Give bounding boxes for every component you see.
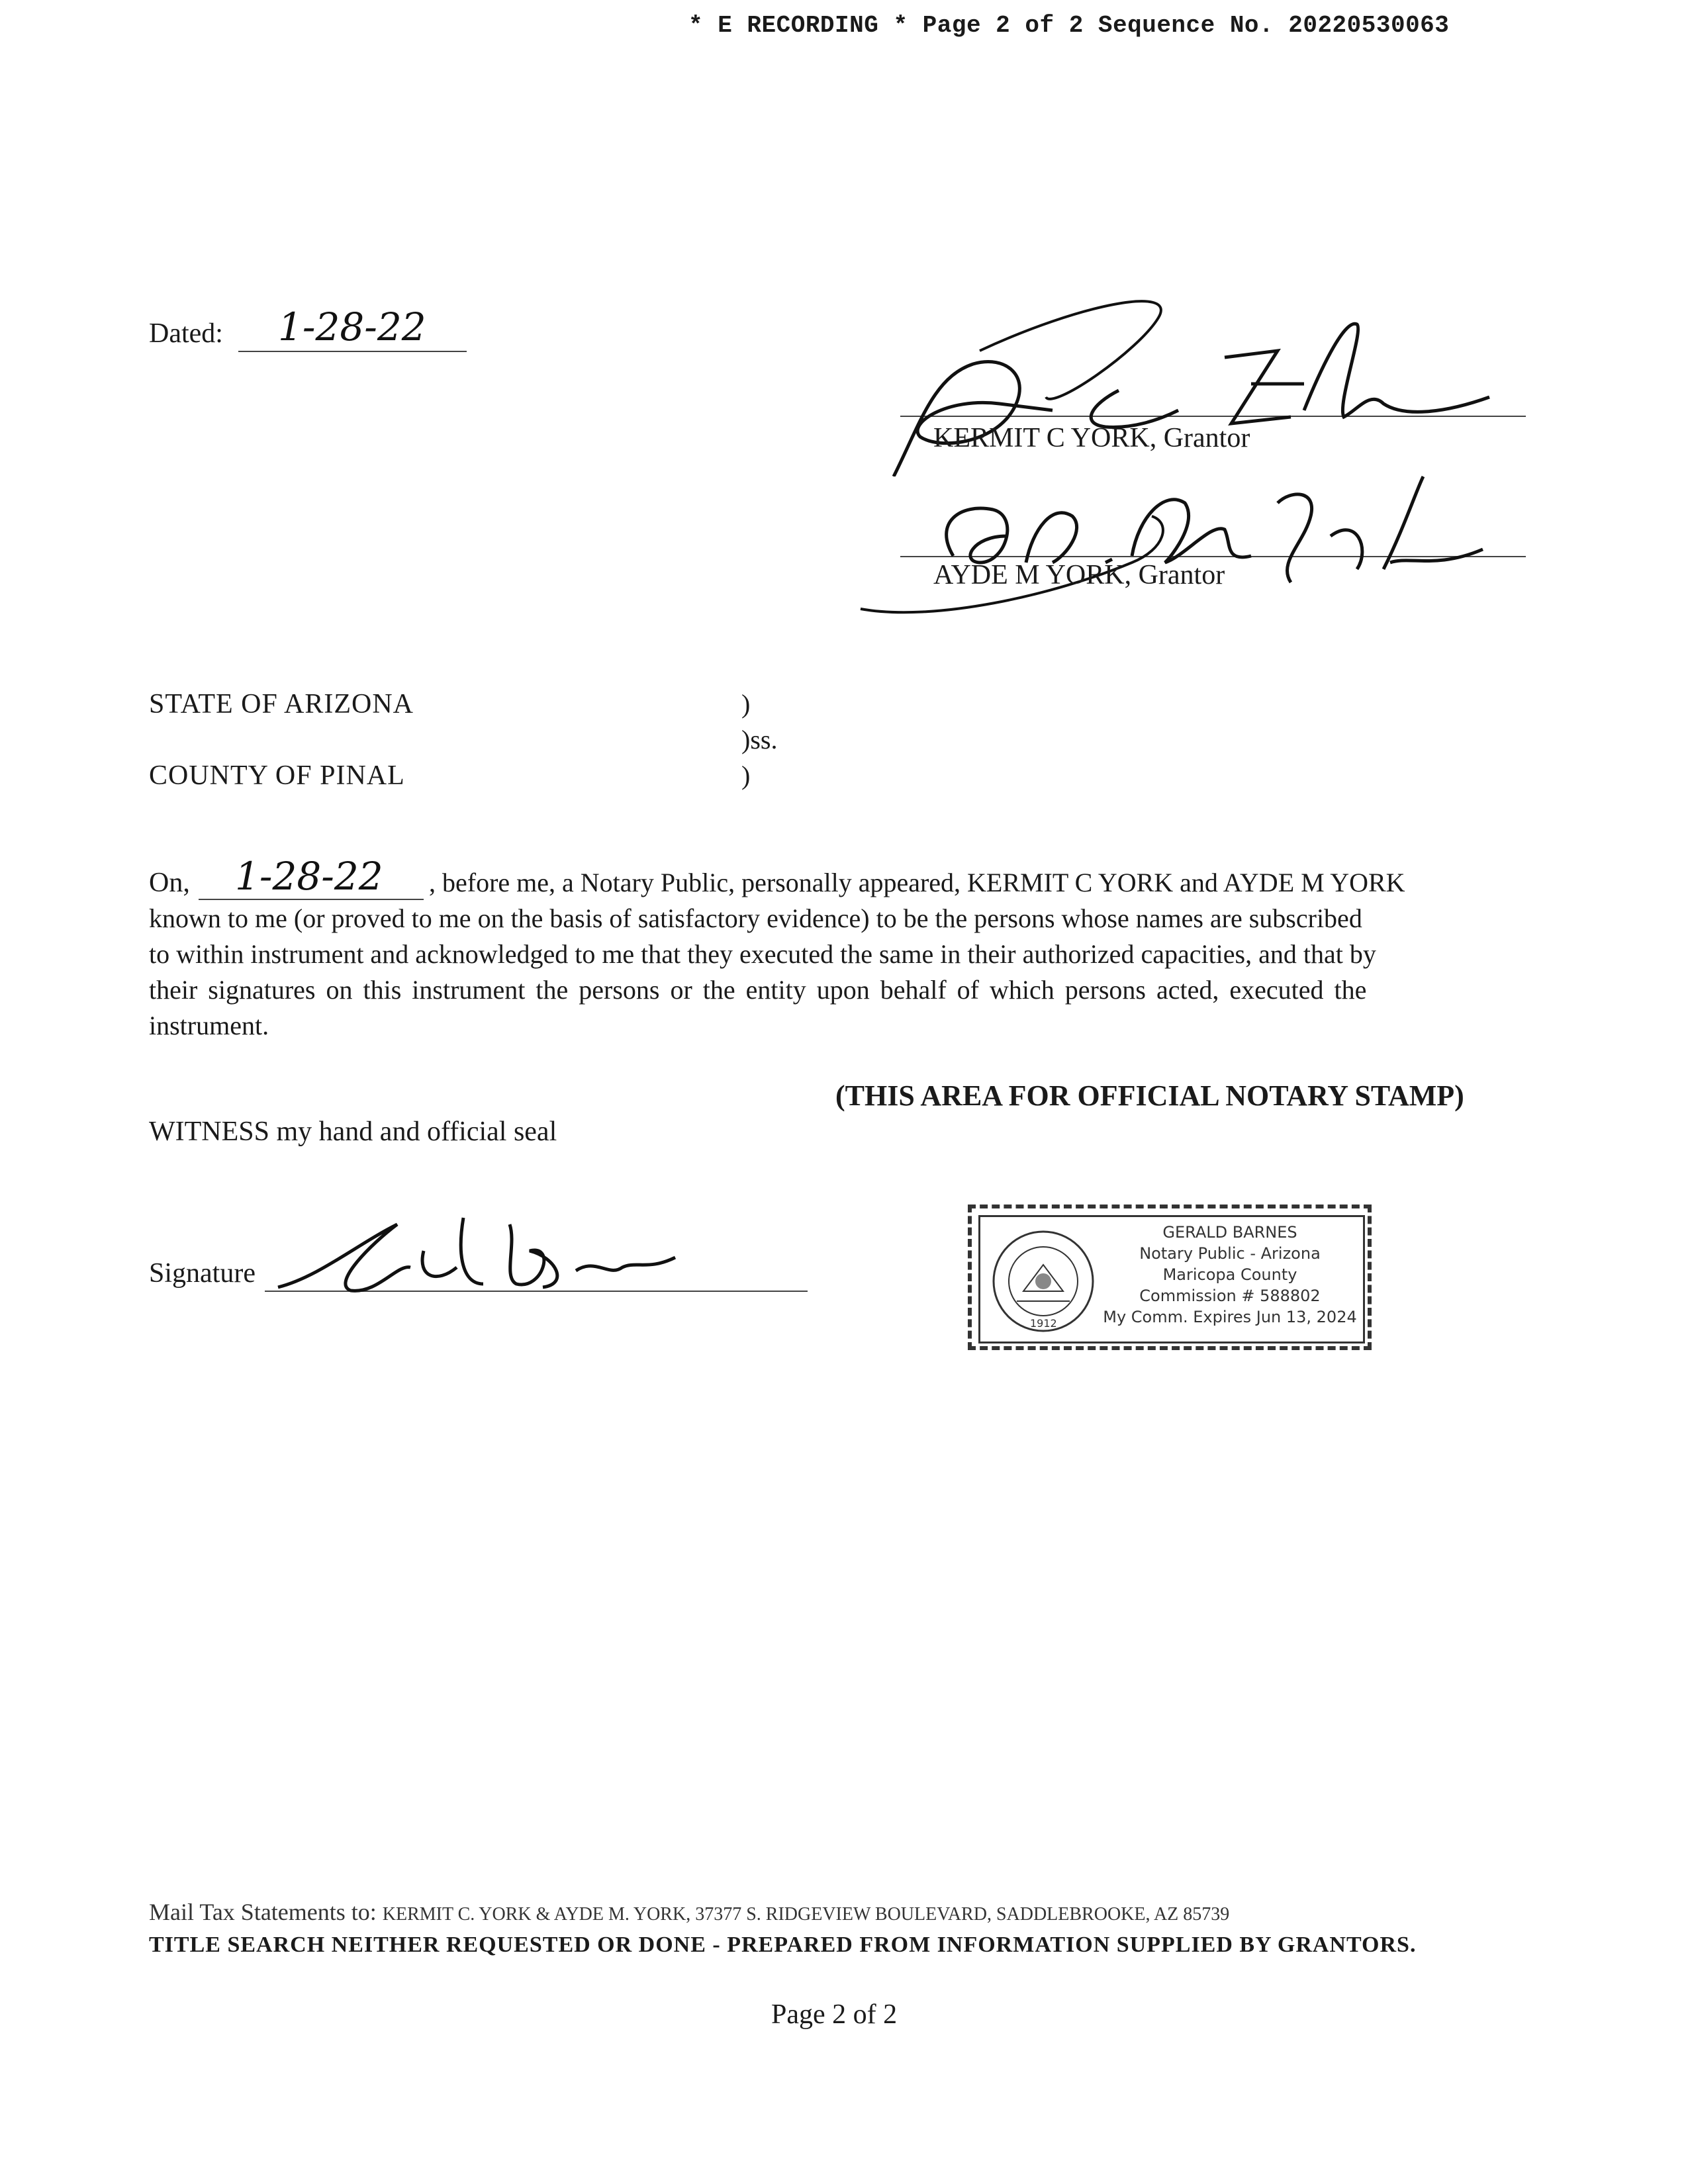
venue-county: COUNTY OF PINAL — [149, 760, 405, 791]
notary-commission: Commission # 588802 — [1139, 1287, 1321, 1305]
ack-line-5: instrument. — [149, 1011, 269, 1040]
ack-line-4: their signatures on this instrument the persons or the entity upon behalf of which persons acted, executed the — [149, 975, 1367, 1005]
mail-address: KERMIT C. YORK & AYDE M. YORK, 37377 S. RIDGEVIEW BOULEVARD, SADDLEBROOKE, AZ 85739 — [382, 1904, 1230, 1925]
notary-county: Maricopa County — [1162, 1265, 1297, 1284]
dated-label: Dated: — [149, 318, 223, 349]
notary-expires: My Comm. Expires Jun 13, 2024 — [1103, 1308, 1357, 1326]
notary-name: GERALD BARNES — [1162, 1223, 1297, 1242]
dated-line — [238, 351, 467, 352]
notary-area-label: (THIS AREA FOR OFFICIAL NOTARY STAMP) — [835, 1079, 1464, 1112]
ack-line-1: , before me, a Notary Public, personally appeared, KERMIT C YORK and AYDE M YORK — [429, 868, 1405, 897]
seal-year: 1912 — [1030, 1317, 1057, 1330]
venue-paren-2: ) — [741, 760, 751, 790]
grantor2-signature — [854, 463, 1516, 622]
recording-header: * E RECORDING * Page 2 of 2 Sequence No. 20220530063 — [688, 12, 1450, 39]
ack-date-line — [199, 899, 424, 900]
grantor2-label: AYDE M YORK, Grantor — [933, 560, 1225, 590]
venue-state: STATE OF ARIZONA — [149, 689, 414, 719]
mail-label: Mail Tax Statements to: — [149, 1899, 377, 1925]
page-number: Page 2 of 2 — [771, 1999, 898, 2030]
ack-line-2: known to me (or proved to me on the basis of satisfactory evidence) to be the persons whose names are subscribed — [149, 903, 1362, 933]
ack-line-3: to within instrument and acknowledged to me that they executed the same in their authorized capacities, and that by — [149, 939, 1376, 969]
witness-text: WITNESS my hand and official seal — [149, 1116, 557, 1147]
venue-ss: )ss. — [741, 725, 778, 754]
notary-signature — [265, 1205, 688, 1304]
ack-on-label: On, — [149, 868, 190, 898]
dated-value: 1-28-22 — [278, 304, 426, 349]
mail-tax-statements — [149, 1898, 1229, 1926]
grantor1-label: KERMIT C YORK, Grantor — [933, 423, 1250, 453]
venue-paren-1: ) — [741, 689, 751, 719]
ack-date-value: 1-28-22 — [235, 854, 383, 899]
notary-title: Notary Public - Arizona — [1139, 1244, 1321, 1263]
notary-stamp — [968, 1205, 1372, 1350]
signature-label: Signature — [149, 1258, 256, 1289]
title-search-notice: TITLE SEARCH NEITHER REQUESTED OR DONE - PREPARED FROM INFORMATION SUPPLIED BY GRANTORS. — [149, 1933, 1417, 1957]
